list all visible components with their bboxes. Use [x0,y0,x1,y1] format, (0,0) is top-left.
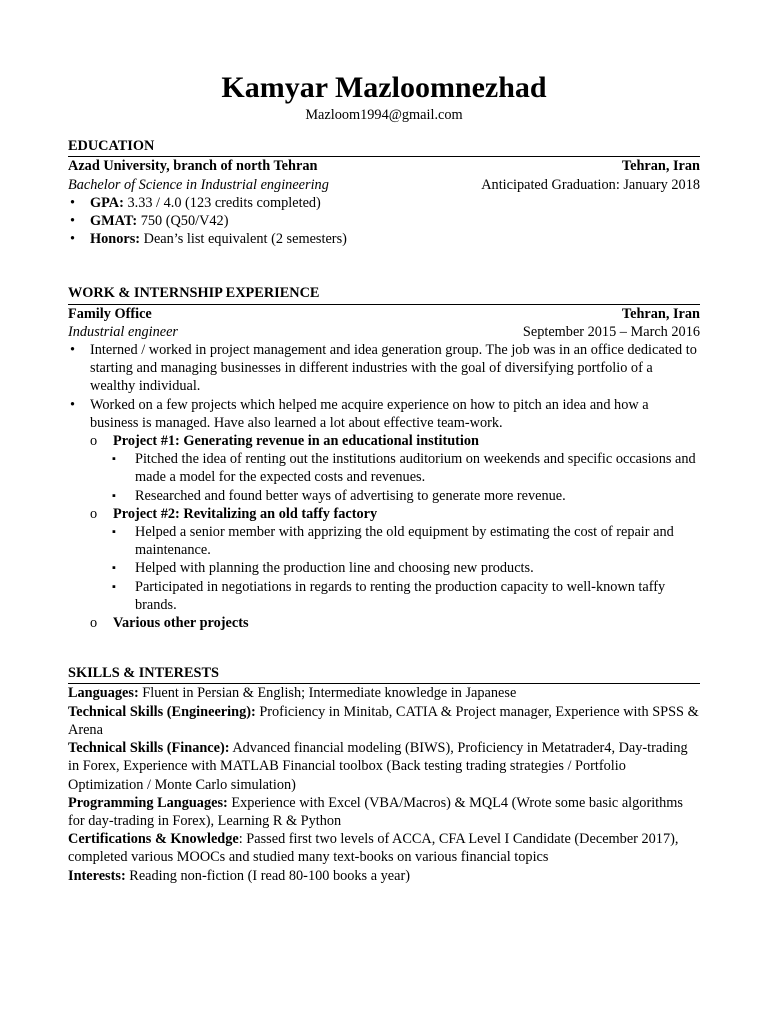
skill-tech-engineering [68,703,700,739]
skill-label: Certifications & Knowledge [68,831,239,848]
graduation-date: Anticipated Graduation: January 2018 [481,176,700,193]
work-title: WORK & INTERNSHIP EXPERIENCE [68,284,700,304]
skill-languages [68,684,700,702]
skill-label: Technical Skills (Finance): [68,740,230,757]
work-bullets [68,341,700,632]
list-item: ▪ Participated in negotiations in regards to renting the production capacity to well-known taffy brands. [68,578,700,614]
skills-section [68,664,700,884]
project-title: Project #1: Generating revenue in an educational institution [113,433,480,450]
project-list [68,432,700,632]
list-item: ▪ Helped with planning the production line and choosing new products. [68,559,700,577]
bullet-label: GMAT: [90,213,138,230]
skill-text: Fluent in Persian & English; Intermediate knowledge in Japanese [138,685,517,702]
project-title: Various other projects [113,615,249,632]
school-location: Tehran, Iran [621,158,700,175]
bullet-text: 750 (Q50/V42) [137,213,229,230]
skill-label: Languages: [68,685,139,702]
list-item [68,212,700,230]
list-item: ▪ Researched and found better ways of advertising to generate more revenue. [68,487,700,505]
job-dates: September 2015 – March 2016 [522,323,700,340]
project-item [68,614,700,632]
bullet-label: GPA: [90,194,124,211]
skill-text: Proficiency in Minitab, CATIA & Project manager, Experience with SPSS & Arena [68,703,699,738]
candidate-email: Mazloom1994@gmail.com [305,107,463,123]
skill-tech-finance [68,739,700,794]
project-title: Project #2: Revitalizing an old taffy factory [113,505,378,522]
skill-text: : Passed first two levels of ACCA, CFA Level I Candidate (December 2017), completed various MOOCs and studied many text-books on various financial topics [68,831,679,866]
skill-label: Interests: [68,867,126,884]
skill-label: Programming Languages: [68,794,228,811]
education-section [68,137,700,248]
company-name: Family Office [68,305,152,322]
work-section [68,284,700,632]
skill-text: Reading non-fiction (I read 80-100 books a year) [125,867,410,884]
list-item: ▪ Pitched the idea of renting out the institutions auditorium on weekends and specific occasions and made a model for the expected costs and revenues. [68,450,700,486]
project-details [113,450,700,505]
education-title: EDUCATION [68,137,700,157]
candidate-name: Kamyar Mazloomnezhad [221,71,547,104]
bullet-text: Dean’s list equivalent (2 semesters) [140,231,347,248]
skill-interests [68,867,700,885]
education-bullets [68,194,700,249]
list-item [68,396,700,633]
bullet-text: 3.33 / 4.0 (123 credits completed) [123,194,321,211]
skill-certifications [68,830,700,866]
skill-label: Technical Skills (Engineering): [68,703,256,720]
project-item [68,505,700,614]
bullet-text: Worked on a few projects which helped me acquire experience on how to pitch an idea and how a business is managed. Have also learned a lot about effective team-work. [90,396,649,431]
school-name: Azad University, branch of north Tehran [68,158,318,175]
list-item: • Interned / worked in project management and idea generation group. The job was in an office dedicated to starting and managing businesses in different industries with the goal of diversifying portfolio of a wealthy individual. [68,341,700,396]
education-degree-row [68,176,700,194]
degree: Bachelor of Science in Industrial engineering [68,176,329,193]
project-details [113,523,700,614]
education-school-row [68,157,700,175]
list-item [68,194,700,212]
work-company-row [68,305,700,323]
list-item [68,230,700,248]
list-item: ▪ Helped a senior member with apprizing the old equipment by estimating the cost of repair and maintenance. [68,523,700,559]
project-item [68,432,700,505]
skill-programming [68,794,700,830]
skill-text: Advanced financial modeling (BIWS), Proficiency in Metatrader4, Day-trading in Forex, Experience with MATLAB Financial toolbox (Back testing trading strategies / Portfolio Optimization / Monte Carlo simulation) [68,740,688,793]
skills-title: SKILLS & INTERESTS [68,664,700,684]
work-role-row [68,323,700,341]
job-role: Industrial engineer [68,323,178,340]
company-location: Tehran, Iran [621,305,700,322]
bullet-label: Honors: [90,231,141,248]
resume-content [68,70,700,885]
skill-text: Experience with Excel (VBA/Macros) & MQL4 (Wrote some basic algorithms for day-trading in Forex), Learning R & Python [68,794,683,829]
